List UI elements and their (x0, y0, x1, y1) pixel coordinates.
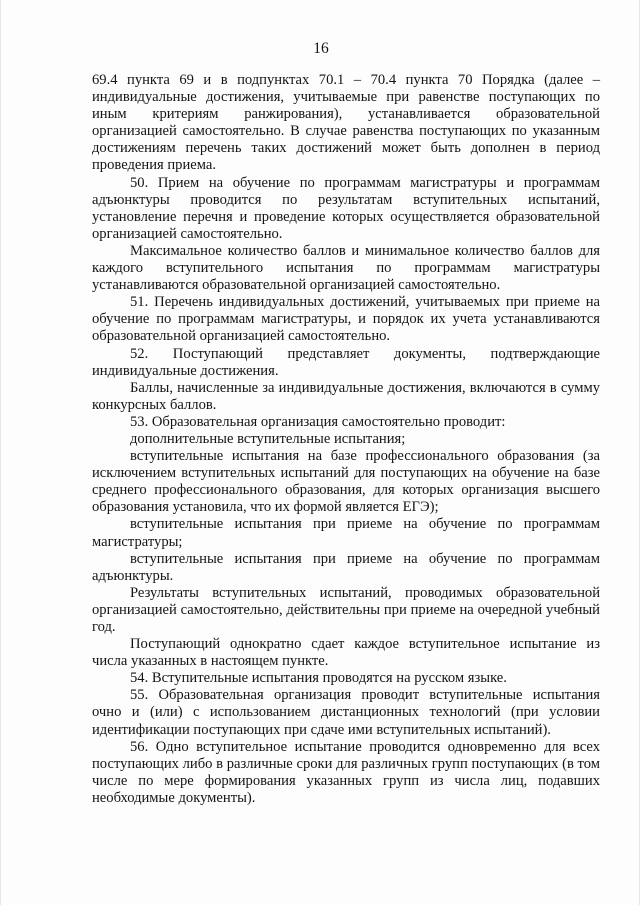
paragraph-item-51: 51. Перечень индивидуальных достижений, учитываемых при приеме на обучение по программам магистратуры, и порядок их учета устанавливаются образовательной организацией самостоятельно. (92, 294, 600, 345)
page-number: 16 (313, 40, 329, 57)
paragraph-item-55: 55. Образовательная организация проводит вступительные испытания очно и (или) с использованием дистанционных технологий (при условии идентификации поступающих при сдаче ими вступительных испытаний). (92, 687, 600, 738)
paragraph-item-53: 53. Образовательная организация самостоятельно проводит: (130, 413, 506, 430)
paragraph-item-50: 50. Прием на обучение по программам магистратуры и программам адъюнктуры проводится по результатам вступительных испытаний, установление перечня и проведение которых осуществляется образовательной организацией самостоятельно. (92, 174, 600, 242)
paragraph-item-56: 56. Одно вступительное испытание проводится одновременно для всех поступающих либо в различные сроки для различных групп поступающих (в том числе по мере формирования указанных групп из числа лиц, подавших необходимые документы). (92, 738, 600, 806)
paragraph: Максимальное количество баллов и минимальное количество баллов для каждого вступительного испытания по программам магистратуры устанавливаются образовательной организацией самостоятельно. (92, 242, 600, 294)
paragraph-item-54: 54. Вступительные испытания проводятся на русском языке. (130, 670, 507, 687)
paragraph: Результаты вступительных испытаний, проводимых образовательной организацией самостоятельно, действительны при приеме на очередной учебный год. (92, 584, 600, 635)
list-item: вступительные испытания при приеме на обучение по программам адъюнктуры. (92, 550, 600, 584)
list-item: дополнительные вступительные испытания; (130, 430, 406, 447)
paragraph-item-52: 52. Поступающий представляет документы, подтверждающие индивидуальные достижения. (92, 345, 600, 379)
paragraph: Поступающий однократно сдает каждое вступительное испытание из числа указанных в настоящем пункте. (92, 636, 600, 670)
paragraph: Баллы, начисленные за индивидуальные достижения, включаются в сумму конкурсных баллов. (92, 379, 600, 413)
document-body (92, 72, 600, 807)
paragraph-continuation: 69.4 пункта 69 и в подпунктах 70.1 – 70.4 пункта 70 Порядка (далее – индивидуальные достижения, учитываемые при равенстве поступающих по иным критериям ранжирования), устанавливается образовательной организацией самостоятельно. В случае равенства поступающих по указанным достижениям перечень таких достижений может быть дополнен в период проведения приема. (92, 72, 600, 174)
list-item: вступительные испытания на базе профессионального образования (за исключением вступительных испытаний для поступающих на обучение на базе среднего профессионального образования, для которых организация высшего образования установила, что их формой является ЕГЭ); (92, 448, 600, 516)
list-item: вступительные испытания при приеме на обучение по программам магистратуры; (92, 516, 600, 550)
